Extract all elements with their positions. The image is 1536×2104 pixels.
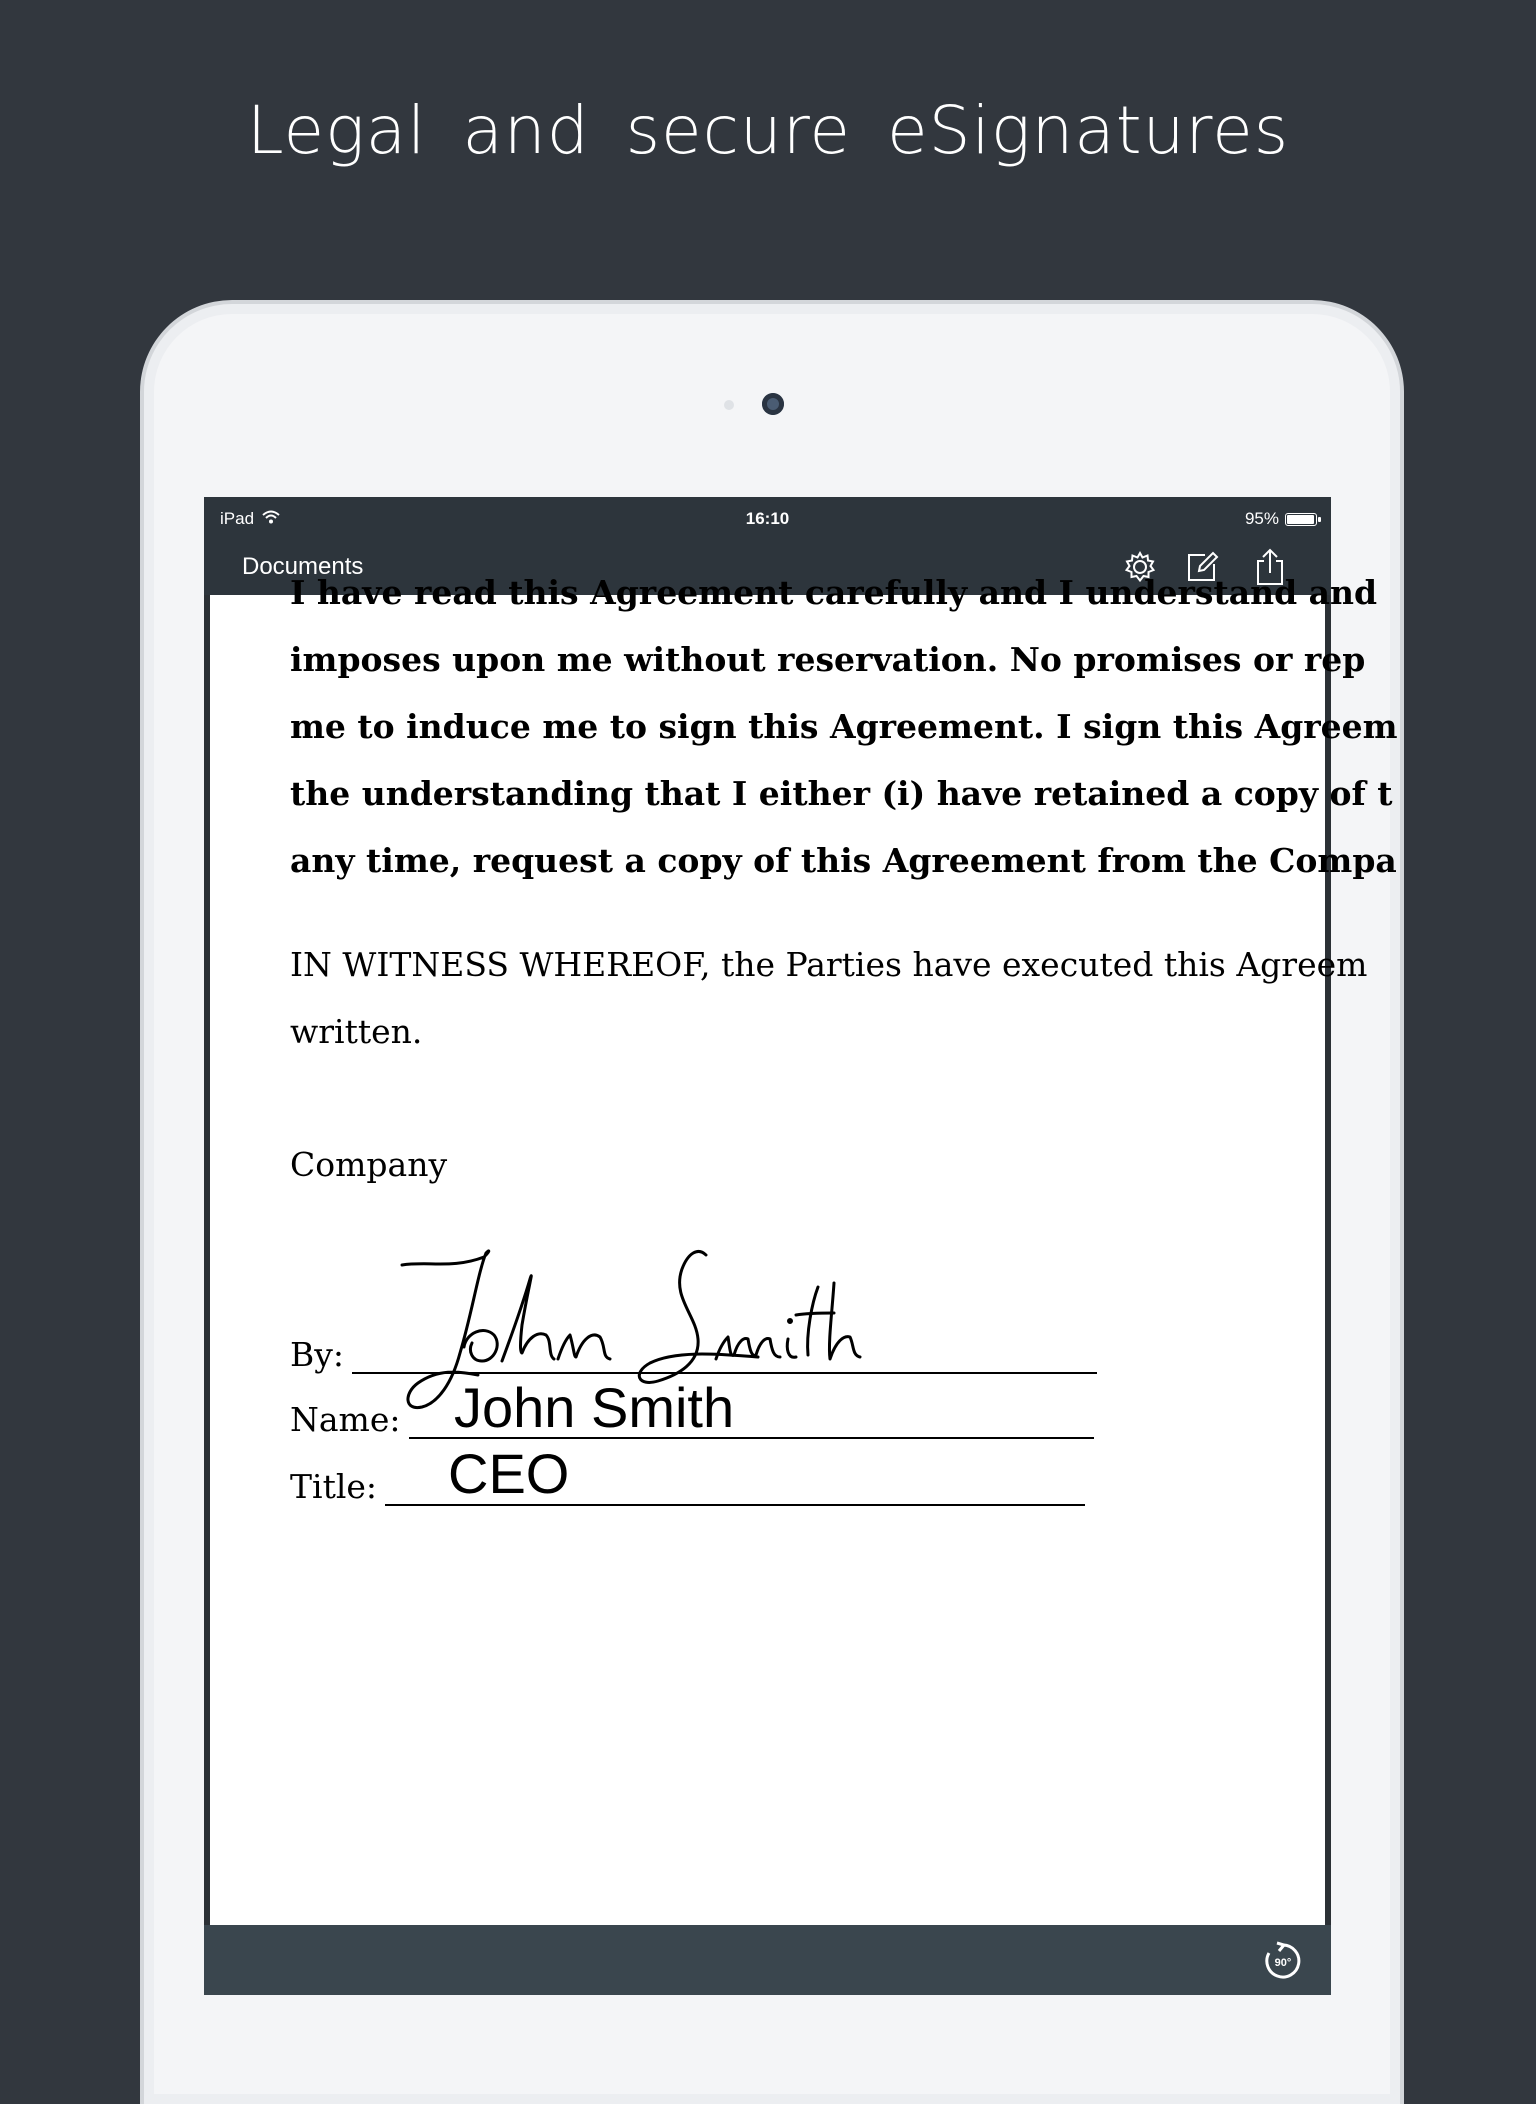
battery-fill: [1287, 515, 1314, 524]
status-right: [1245, 509, 1317, 529]
status-bar: [204, 497, 1331, 539]
headline: Legal and secure eSignatures: [246, 92, 1290, 169]
name-label: Name:: [290, 1400, 401, 1439]
agreement-paragraph: [290, 559, 1398, 894]
paragraph-line: imposes upon me without reservation. No promises or rep: [290, 640, 1366, 679]
title-label: Title:: [290, 1467, 378, 1506]
rotate-90-icon[interactable]: [1261, 1939, 1305, 1983]
name-value: John Smith: [454, 1376, 735, 1439]
by-label: By:: [290, 1335, 345, 1374]
device-label: iPad: [220, 509, 255, 528]
camera-icon: [762, 393, 784, 415]
rotate-90-label: 90°: [1274, 1957, 1292, 1969]
battery-icon: [1285, 513, 1317, 526]
bottom-toolbar: [204, 1925, 1331, 1995]
witness-line: written.: [290, 1012, 423, 1051]
company-label: Company: [290, 1145, 448, 1184]
paragraph-line: the understanding that I either (i) have retained a copy of t: [290, 774, 1393, 813]
title-value: CEO: [448, 1442, 570, 1505]
witness-paragraph: [290, 931, 1367, 1065]
paragraph-line: I have read this Agreement carefully and I understand and: [290, 573, 1378, 612]
paragraph-line: me to induce me to sign this Agreement. I sign this Agreem: [290, 707, 1398, 746]
signature-image: [398, 1243, 958, 1417]
witness-line: IN WITNESS WHEREOF, the Parties have executed this Agreem: [290, 945, 1368, 984]
sensor-dot: [724, 400, 734, 410]
ipad-screen: [204, 497, 1398, 1995]
nav-title-documents[interactable]: Documents: [242, 553, 364, 580]
document-page[interactable]: [210, 573, 1398, 1925]
title-field[interactable]: [290, 1467, 1085, 1506]
status-time: 16:10: [745, 509, 790, 528]
battery-percent: 95%: [1244, 509, 1279, 528]
paragraph-line: any time, request a copy of this Agreement from the Compa: [290, 841, 1397, 880]
